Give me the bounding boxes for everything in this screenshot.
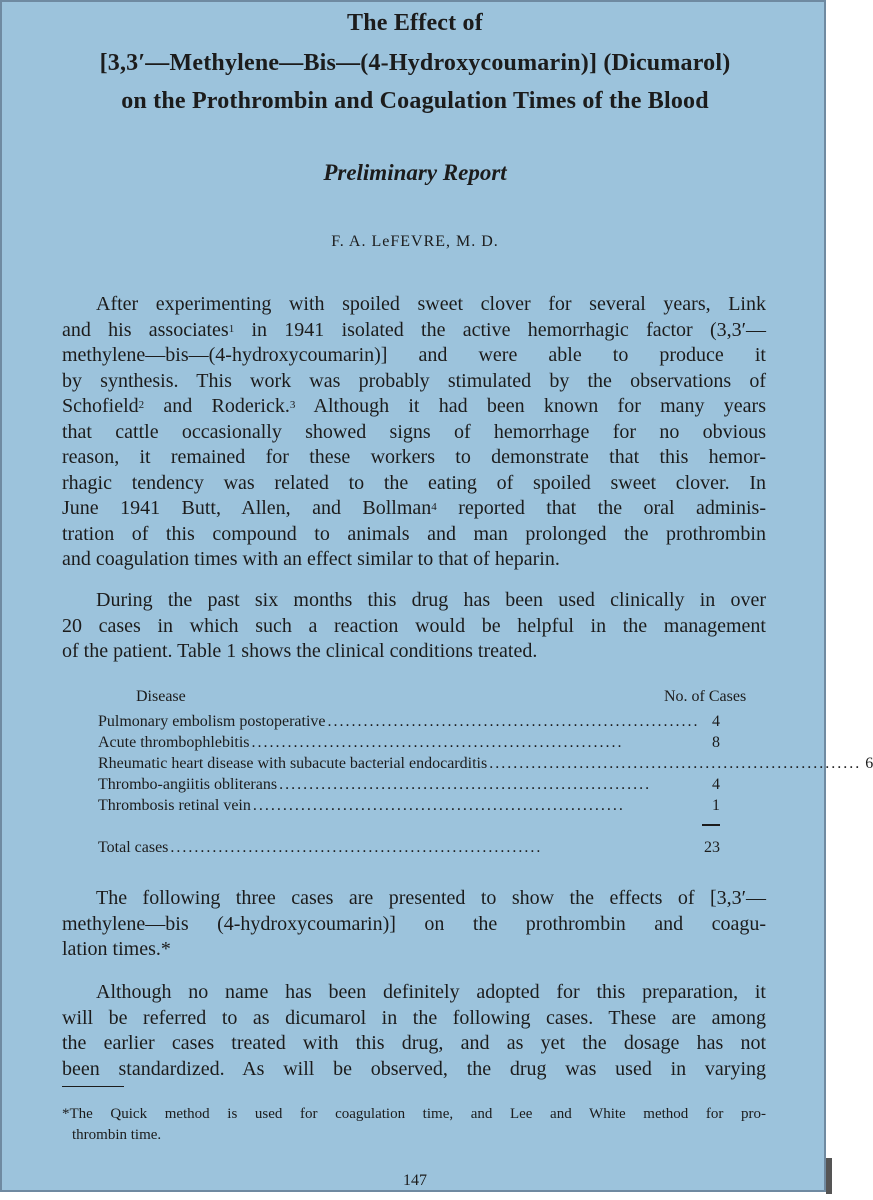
reference-3: 3: [289, 399, 296, 411]
text-line: and coagulation times with an effect similar to that of heparin.: [62, 548, 560, 570]
article-title-line-3: on the Prothrombin and Coagulation Times of the Blood: [121, 88, 709, 114]
paragraph-intro: [62, 292, 766, 573]
table-row: Acute thrombophlebitis .............................................................. 8: [98, 734, 720, 751]
text-line: rhagic tendency was related to the eating of spoiled sweet clover. In: [62, 471, 766, 494]
footnote-divider: [62, 1086, 124, 1087]
author-byline: F. A. LeFEVRE, M. D.: [331, 233, 499, 250]
text-line: 20 cases in which such a reaction would be helpful in the management: [62, 614, 766, 637]
reference-2: 2: [138, 399, 145, 411]
article-title-line-1: The Effect of: [347, 10, 483, 36]
text-line: of the patient. Table 1 shows the clinical conditions treated.: [62, 640, 538, 662]
text-line: the earlier cases treated with this drug, and as yet the dosage has not: [62, 1032, 766, 1054]
table-row: Rheumatic heart disease with subacute bacterial endocarditis .............................................................. 6: [98, 755, 873, 772]
article-subtitle: Preliminary Report: [323, 160, 507, 185]
text-line: methylene—bis—(4-hydroxycoumarin)] and were able to produce it: [62, 344, 766, 366]
text-line: been standardized. As will be observed, the drug was used in varying: [62, 1057, 766, 1080]
table-row: Thrombo-angiitis obliterans .............................................................. 4: [98, 776, 720, 793]
text-line: lation times.*: [62, 938, 171, 960]
paragraph-cases-intro: [62, 886, 766, 963]
reference-1: 1: [228, 322, 235, 335]
text-line: During the past six months this drug has been used clinically in over: [96, 589, 766, 611]
text-line: June 1941 Butt, Allen, and Bollman$^4$ reported that the oral adminis-: [62, 497, 766, 519]
total-rule: [702, 824, 720, 826]
table-row: Pulmonary embolism postoperative .............................................................. 4: [98, 713, 720, 730]
table-header-cases: No. of Cases: [664, 688, 747, 705]
article-title-line-2: [3,3′—Methylene—Bis—(4-Hydroxycoumarin)] (Dicumarol): [99, 50, 731, 76]
paragraph-clinical-use: [62, 588, 766, 665]
paragraph-dicumarol-name: [62, 980, 766, 1082]
text-line: tration of this compound to animals and man prolonged the prothrombin: [62, 522, 766, 545]
text-line: methylene—bis (4-hydroxycoumarin)] on the prothrombin and coagu-: [62, 912, 766, 935]
text-line: Although no name has been definitely adopted for this preparation, it: [96, 981, 766, 1003]
text-line: The following three cases are presented to show the effects of [3,3′—: [96, 887, 766, 909]
text-line: thrombin time.: [72, 1127, 162, 1143]
table-header-disease: Disease: [136, 688, 186, 705]
text-line: *The Quick method is used for coagulation time, and Lee and White method for pro-: [62, 1106, 766, 1122]
reference-4: 4: [431, 501, 437, 513]
text-line: by synthesis. This work was probably stimulated by the observations of: [62, 369, 766, 392]
text-line: and his associates$^1$ in 1941 isolated the active hemorrhagic factor (3,3′—: [62, 318, 767, 341]
text-line: that cattle occasionally showed signs of hemorrhage for no obvious: [62, 420, 766, 443]
table-total-row: Total cases .............................................................. 23: [98, 839, 720, 856]
text-line: will be referred to as dicumarol in the following cases. These are among: [62, 1006, 766, 1029]
page-number: 147: [403, 1172, 427, 1189]
page-edge-marker: [826, 1158, 832, 1194]
text-line: reason, it remained for these workers to demonstrate that this hemor-: [62, 446, 766, 468]
footnote: [62, 1104, 766, 1146]
table-row: Thrombosis retinal vein .............................................................. 1: [98, 797, 720, 814]
text-line: After experimenting with spoiled sweet clover for several years, Link: [96, 293, 766, 315]
text-line: Schofield$^2$ and Roderick.$^3$ Although it had been known for many years: [62, 395, 767, 417]
